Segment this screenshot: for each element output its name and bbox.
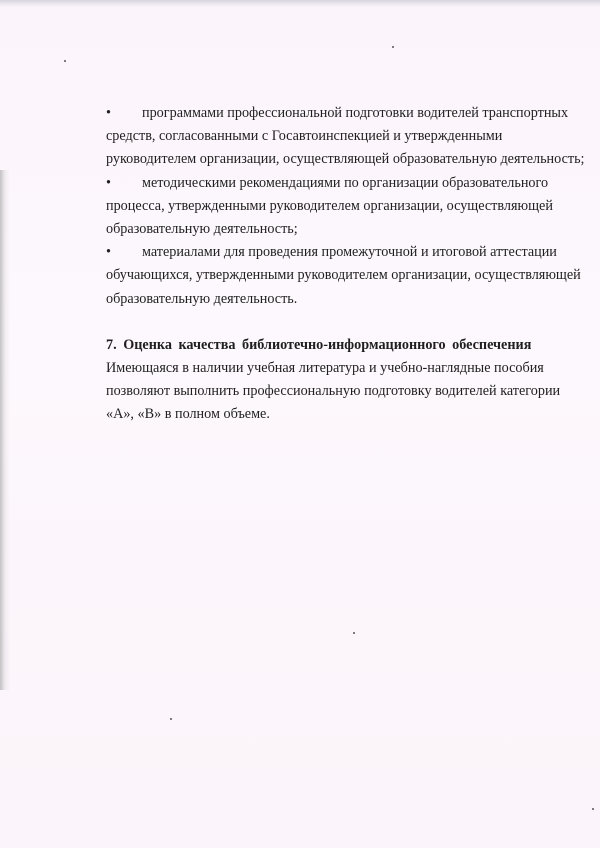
- scan-speck: [64, 60, 66, 62]
- bullet-item: [106, 172, 576, 242]
- paragraph-line: позволяют выполнить профессиональную подготовку водителей категории: [106, 383, 561, 400]
- bullet-line: образовательную деятельность.: [106, 290, 298, 307]
- bullet-line: методическими рекомендациями по организации образовательного: [142, 174, 549, 191]
- paragraph-line: Имеющаяся в наличии учебная литература и учебно-наглядные пособия: [106, 360, 544, 377]
- bullet-line: процесса, утвержденными руководителем организации, осуществляющей: [106, 197, 553, 214]
- bullet-line: материалами для проведения промежуточной и итоговой аттестации: [142, 244, 557, 261]
- scan-top-edge: [0, 0, 600, 7]
- bullet-line: средств, согласованными с Госавтоинспекцией и утвержденными: [106, 128, 503, 145]
- scan-speck: [170, 718, 172, 720]
- scan-speck: [392, 46, 394, 48]
- bullet-icon: •: [106, 174, 111, 191]
- bullet-line: программами профессиональной подготовки водителей транспортных: [142, 105, 569, 121]
- bullet-item: [106, 241, 581, 311]
- bullet-line: обучающихся, утвержденными руководителем организации, осуществляющей: [106, 267, 581, 284]
- scan-left-shadow: [0, 170, 10, 690]
- document-body: [106, 102, 585, 427]
- scan-speck: [592, 808, 594, 810]
- scan-speck: [353, 632, 355, 634]
- section-heading: 7. Оценка качества библиотечно-информационного обеспечения: [106, 336, 532, 353]
- section-paragraph: [106, 357, 576, 427]
- bullet-item: [106, 102, 585, 172]
- bullet-icon: •: [106, 244, 111, 261]
- bullet-line: образовательную деятельность;: [106, 221, 298, 238]
- paragraph-line: «А», «В» в полном объеме.: [106, 406, 270, 423]
- bullet-line: руководителем организации, осуществляющей образовательную деятельность;: [106, 151, 585, 168]
- bullet-icon: •: [106, 105, 111, 121]
